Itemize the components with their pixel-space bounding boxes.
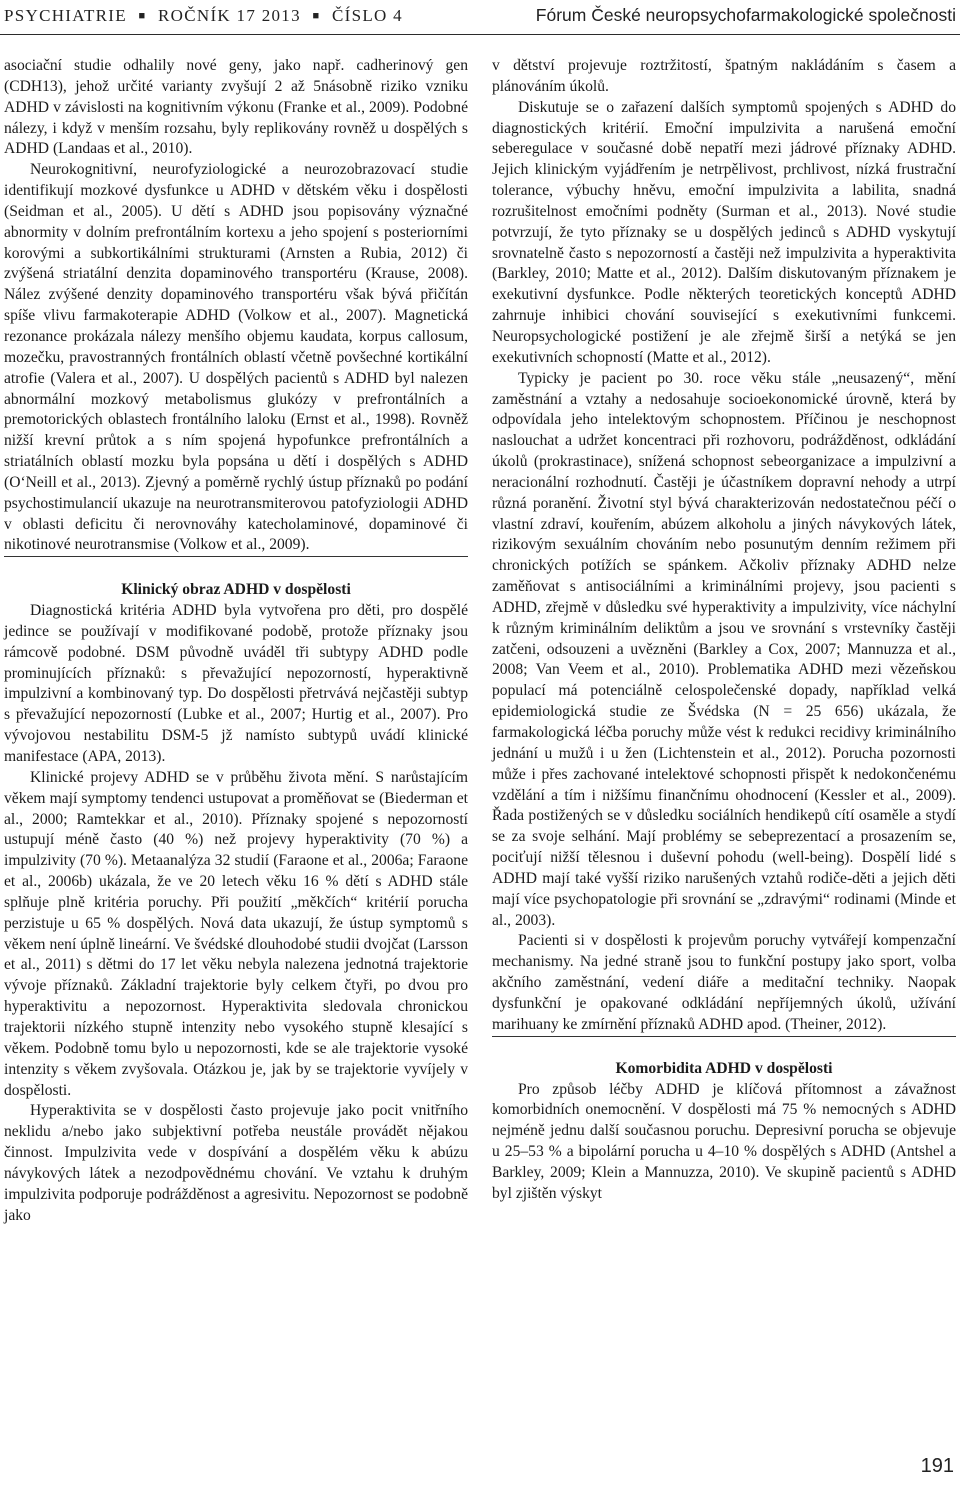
paragraph: Typicky je pacient po 30. roce věku stále „neusazený“, mění zaměstnání a vztahy a nedosahuje socioekonomické úrovně, která by odpovídala jeho intelektovým schopnostem. Příčinou je neschopnost naslouchat a udržet koncentraci při rozhovoru, podrážděnost, odkládání úkolů (prokrastinace), snížená schopnost sebeorganizace a impulzivní a neracionální rozhodnutí. Častěji je účastníkem dopravní nehody a utrpí různá poranění. Životní styl bývá charakterizován nedostatečnou péčí o vlastní zdraví, kouřením, abúzem alkoholu a jiných návykových látek, rizikovým sexuálním chováním nebo posunutým denním režimem při chronických potížích se spánkem. Ačkoliv příznaky ADHD nelze zaměňovat s antisociálními a kriminálními projevy, jsou pacienti s ADHD, zřejmě v důsledku své hyperaktivity a impulzivity, více náchylní k různým kriminálním deliktům a jsou ve srovnání s vrstevníky častěji zatčeni, odsouzeni a uvězněni (Barkley a Cox, 2007; Mannuzza et al., 2008; Van Veem et al., 2010). Problematika ADHD mezi vězeňskou populací má potenciálně celospolečenské dopady, například velká epidemiologická studie ze Švédska (N = 25 656) ukázala, že farmakologická léčba poruchy může vést k redukci recidivy kriminálního jednání u mužů i u žen (Lichtenstein et al., 2012). Porucha pozornosti může i přes zachované intelektové schopnosti přispět k nedokončenému vzdělání a tím i nižšímu finančnímu ohodnocení (Kessler et al., 2009). Řada postižených se v důsledku sociálních hendikepů cítí osaměle a stydí se za svoje selhání. Mají problémy se sebeprezentací a prosazením se, pociťují nižší tělesnou i duševní pohodu (well-being). Dospělí lidé s ADHD mají také vyšší riziko narušených vztahů rodiče-děti a jejich děti mají více psychopatologie při srovnání se „zdravými“ rodinami (Minde et al., 2003).	[492, 369, 956, 929]
section-heading: Klinický obraz ADHD v dospělosti	[4, 556, 468, 601]
paragraph: Pacienti si v dospělosti k projevům poruchy vytvářejí kompenzační mechanismy. Na jedné straně jsou to funkční postupy jako sport, volba akčního zaměstnání, vedení diáře a meditační techniky. Naopak dysfunkční je opakované odkládání nepříjemných úkolů, užívání marihuany ke zmírnění příznaků ADHD apod. (Theiner, 2012).	[492, 932, 956, 1033]
paragraph: Pro způsob léčby ADHD je klíčová přítomnost a závažnost komorbidních onemocnění. V dospělosti má 75 % nemocných s ADHD nejméně jednu další současnou poruchu. Depresivní porucha se objevuje u 25–53 % a bipolární porucha u 4–10 % dospělých s ADHD (Antshel a Barkley, 2009; Klein a Mannuzza, 2010). Ve skupině pacientů s ADHD byl zjištěn výskyt	[492, 1080, 956, 1202]
paragraph: Diskutuje se o zařazení dalších symptomů spojených s ADHD do diagnostických kritérií. Emoční impulzivita a narušená emoční seberegulace v současné době nepatří mezi jádrové příznaky ADHD. Jejich klinickým vyjádřením je netrpělivost, prchlivost, nízká frustrační tolerance, výbuchy hněvu, emoční impulzivita a labilita, snadná rozrušitelnost emočními podněty (Surman et al., 2013). Nové studie potvrzují, že tyto příznaky se u dospělých jedinců s ADHD vyskytují srovnatelně často s nepozorností a častěji než impulzivita a hyperaktivita (Barkley, 2010; Matte et al., 2012). Dalším diskutovaným příznakem je exekutivní dysfunkce. Podle některých teoretických konceptů ADHD zahrnuje inhibici chování související s exekutivními funkcemi. Neuropsychologické postižení je ale zřejmě širší a netýká se jen exekutivních schopností (Matte et al., 2012).	[492, 98, 956, 366]
paragraph: Klinické projevy ADHD se v průběhu života mění. S narůstajícím věkem mají symptomy tendenci ustupovat a proměňovat se (Biederman et al., 2000; Ramtekkar et al., 2010). Příznaky spojené s nepozorností ustupují méně často (40 %) než projevy hyperaktivity (70 %) a impulzivity (70 %). Metaanalýza 32 studií (Faraone et al., 2006a; Faraone et al., 2006b) ukázala, že ve 20 letech věku 16 % dětí s ADHD stále splňuje plně kritéria poruchy. Při použití „měkčích“ kritérií porucha perzistuje u 65 % dospělých. Nová data ukazují, že ústup symptomů s věkem není úplně lineární. Ve švédské dlouhodobé studii dvojčat (Larsson et al., 2011) s dětmi do 17 let věku nebyla nalezena jednotná trajektorie vývoje příznaků. Základní trajektorie byly celkem čtyři, po dvou pro hyperaktivitu a nepozornost. Hyperaktivita sledovala chronickou trajektorii nízkého stupně intenzity nebo vysokého stupně klesající s věkem. Podobně tomu bylo u nepozornosti, kde se ale trajektorie vysoké intenzity s věkem zvyšovala. Otázkou je, jak by se trajektorie vyvíjely v dospělosti.	[4, 768, 468, 1099]
paragraph: v dětství projevuje roztržitostí, špatným nakládáním s časem a plánováním úkolů.	[492, 57, 956, 95]
left-column	[4, 56, 468, 1226]
paragraph: asociační studie odhalily nové geny, jako např. cadherinový gen (CDH13), jehož určité varianty zvyšují 2 až 5násobně riziko vzniku ADHD v závislosti na kognitivním výkonu (Franke et al., 2009). Podobné nálezy, i když v menším rozsahu, byly replikovány rovněž u dospělých s ADHD (Landaas et al., 2010).	[4, 57, 468, 158]
issue: ČÍSLO 4	[331, 6, 403, 25]
separator-icon: ■	[312, 10, 321, 22]
right-column	[492, 56, 956, 1205]
journal-name: PSYCHIATRIE	[4, 6, 127, 25]
volume: ROČNÍK 17	[158, 6, 257, 25]
society-name: Fórum České neuropsychofarmakologické společnosti	[535, 5, 956, 25]
running-header	[0, 0, 960, 35]
paragraph: Hyperaktivita se v dospělosti často projevuje jako pocit vnitřního neklidu a/nebo jako subjektivní potřeba neustále provádět nějakou činnost. Impulzivita vede v dospívání a dospělém věku k abúzu návykových látek a nezodpovědnému chování. Ve vztahu k druhým impulzivita podporuje podrážděnost a agresivitu. Nepozornost se podobně jako	[4, 1102, 468, 1224]
paragraph: Neurokognitivní, neurofyziologické a neurozobrazovací studie identifikují mozkové dysfunkce u ADHD v dětském věku i dospělosti (Seidman et al., 2005). U dětí s ADHD jsou popisovány význačné abnormity v dolním prefrontálním kortexu a jeho spojení s posteriorními korovými a subkortikálními strukturami (Arnsten a Rubia, 2012) či zvýšená striatální denzita dopaminového transportéru (Krause, 2008). Nález zvýšené denzity dopaminového transportéru však bývá přičítán spíše vlivu farmakoterapie ADHD (Volkow et al., 2007). Magnetická rezonance prokázala nálezy menšího objemu kaudata, korpus callosum, mozečku, pravostranných frontálních oblastí včetně povšechné kortikální atrofie (Valera et al., 2007). U dospělých pacientů s ADHD byl nalezen abnormální mozkový metabolismus glukózy v prefrontálních a premotorických oblastech frontálního laloku (Ernst et al., 1998). Rovněž nižší krevní průtok a s ním spojená hypofunkce prefrontálních a striatálních oblastí mozku byla popsána u dětí i dospělých s ADHD (O‘Neill et al., 2013). Zjevný a poměrně rychlý ústup příznaků po podání psychostimulancií ukazuje na neurotransmiterovou patofyziologii ADHD v oblasti deficitu či nerovnováhy katecholaminové, dopaminové či nikotinové neurotransmise (Volkow et al., 2009).	[4, 161, 468, 554]
page-number: 191	[920, 1455, 954, 1477]
year: 2013	[261, 6, 301, 25]
section-heading: Komorbidita ADHD v dospělosti	[492, 1036, 956, 1080]
journal-info	[4, 6, 403, 26]
separator-icon: ■	[138, 10, 147, 22]
paragraph: Diagnostická kritéria ADHD byla vytvořena pro děti, pro dospělé jedince se používají v modifikované podobě, protože příznaky jsou rámcově podobné. DSM původně uváděl tři subtypy ADHD podle prominujících příznaků: s převažující nepozorností, hyperaktivně impulzivní a kombinovaný typ. Do dospělosti přetrvává nejčastěji subtyp s převažující nepozorností (Lubke et al., 2007; Hurtig et al., 2007). Pro vývojovou nestabilitu DSM-5 jž namísto subtypů uvádí klinické manifestace (APA, 2013).	[4, 602, 468, 765]
